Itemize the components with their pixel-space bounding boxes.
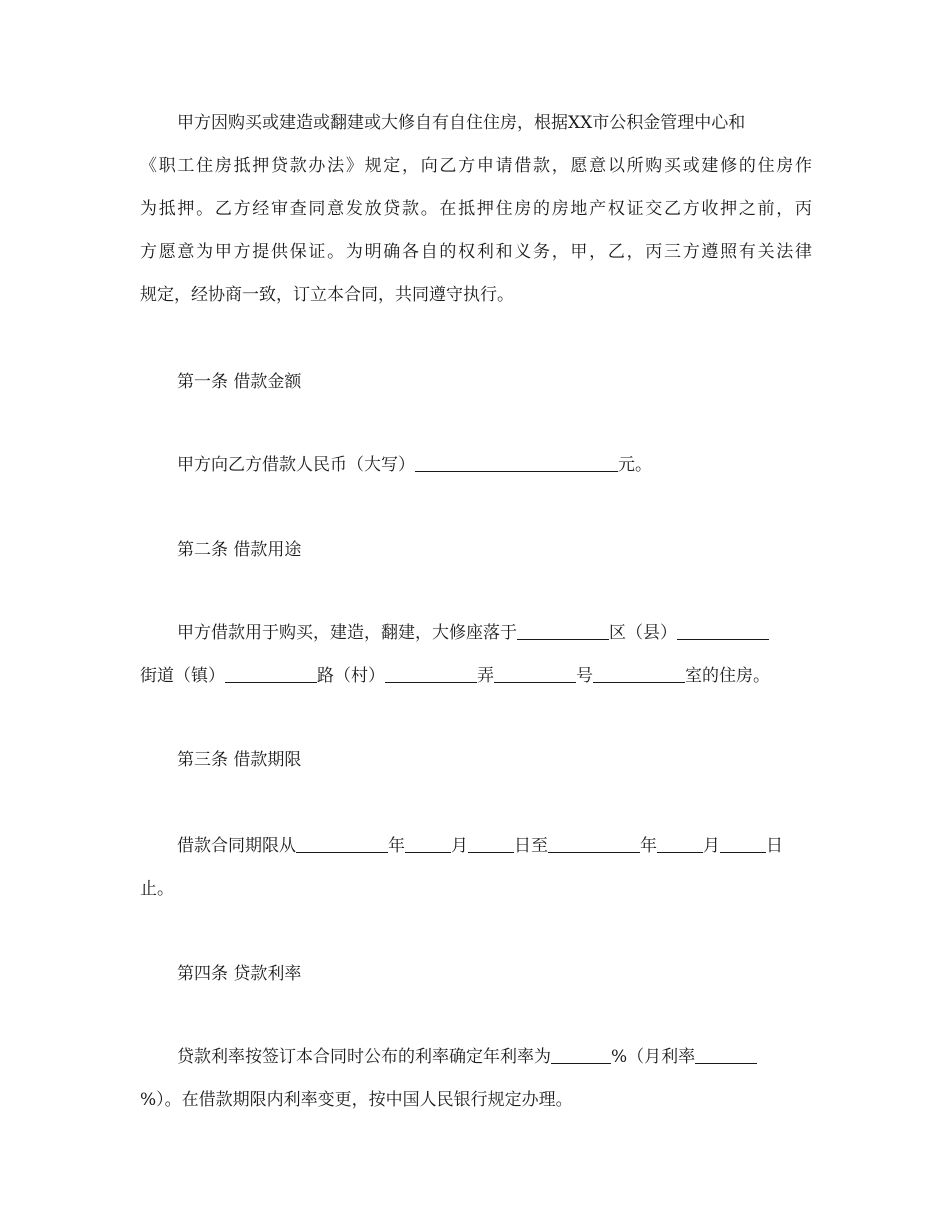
article-3-text: 年 <box>640 836 657 856</box>
article-4-text: %（月利率 <box>611 1047 696 1067</box>
end-year-blank[interactable] <box>548 834 640 853</box>
article-2-text: 弄 <box>477 666 494 686</box>
article-3-text: 日 <box>766 836 783 856</box>
article-3-text: 借款合同期限从 <box>177 836 296 856</box>
end-day-blank[interactable] <box>720 834 766 853</box>
article-1-prefix: 甲方向乙方借款人民币（大写） <box>177 455 415 475</box>
intro-line: 《职工住房抵押贷款办法》规定，向乙方申请借款，愿意以所购买或建修的住房作 <box>140 156 812 176</box>
end-month-blank[interactable] <box>657 834 703 853</box>
intro-line: 规定，经协商一致，订立本合同，共同遵守执行。 <box>140 285 514 305</box>
intro-paragraph <box>140 102 812 317</box>
intro-line: 方愿意为甲方提供保证。为明确各自的权利和义务，甲，乙，丙三方遵照有关法律 <box>140 242 812 262</box>
road-blank[interactable] <box>385 664 477 683</box>
number-blank[interactable] <box>593 664 685 683</box>
lane-blank[interactable] <box>494 664 576 683</box>
article-2-text: 室的住房。 <box>685 666 770 686</box>
article-4-text: %）。在借款期限内利率变更，按中国人民银行规定办理。 <box>140 1090 573 1110</box>
article-3-text: 日至 <box>514 836 548 856</box>
monthly-rate-blank[interactable] <box>695 1045 757 1064</box>
start-day-blank[interactable] <box>468 834 514 853</box>
article-1-suffix: 元。 <box>618 455 652 475</box>
article-2-heading: 第二条 借款用途 <box>177 540 302 560</box>
intro-line: 甲方因购买或建造或翻建或大修自有自住住房，根据XX市公积金管理中心和 <box>177 113 746 133</box>
article-2-text: 路（村） <box>317 666 385 686</box>
intro-line: 为抵押。乙方经审查同意发放贷款。在抵押住房的房地产权证交乙方收押之前，丙 <box>140 199 812 219</box>
article-3-text: 月 <box>703 836 720 856</box>
article-3-text: 年 <box>388 836 405 856</box>
article-3-text: 月 <box>451 836 468 856</box>
article-1-body <box>140 444 812 487</box>
county-blank[interactable] <box>677 621 769 640</box>
start-month-blank[interactable] <box>405 834 451 853</box>
article-2-text: 号 <box>576 666 593 686</box>
article-3-text: 止。 <box>140 879 174 899</box>
start-year-blank[interactable] <box>296 834 388 853</box>
street-blank[interactable] <box>225 664 317 683</box>
article-2-text: 甲方借款用于购买，建造，翻建，大修座落于 <box>177 623 517 643</box>
article-3-body <box>140 825 812 911</box>
article-2-body <box>140 612 812 698</box>
article-2-text: 街道（镇） <box>140 666 225 686</box>
annual-rate-blank[interactable] <box>551 1045 611 1064</box>
article-3-heading: 第三条 借款期限 <box>177 750 302 770</box>
loan-amount-blank[interactable] <box>415 453 618 472</box>
article-1-heading: 第一条 借款金额 <box>177 372 302 392</box>
district-name-blank[interactable] <box>517 621 609 640</box>
article-4-body <box>140 1036 812 1122</box>
article-4-heading: 第四条 贷款利率 <box>177 964 302 984</box>
article-2-text: 区（县） <box>609 623 677 643</box>
article-4-text: 贷款利率按签订本合同时公布的利率确定年利率为 <box>177 1047 551 1067</box>
